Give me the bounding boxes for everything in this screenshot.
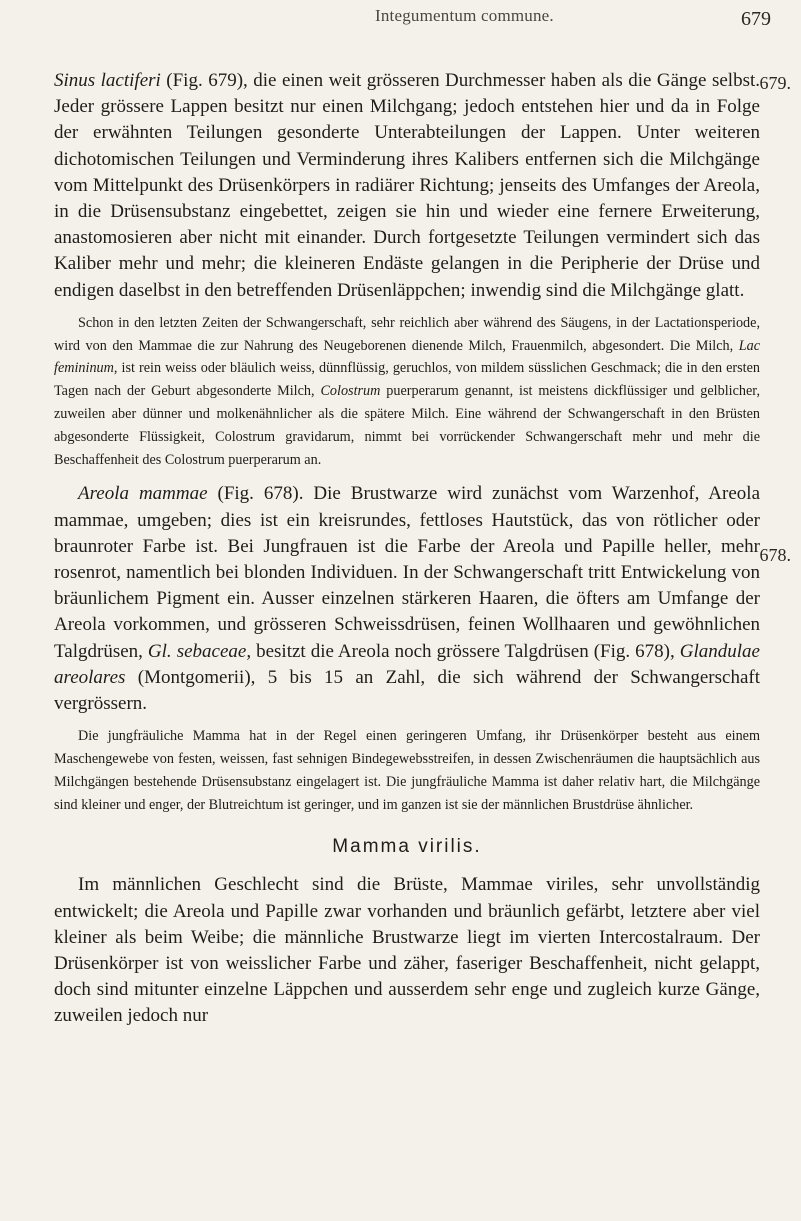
paragraph-text: (Montgomerii), 5 bis 15 an Zahl, die sich während der Schwangerschaft vergrössern. [54,666,760,715]
term-colostrum: Colostrum [320,383,381,400]
note-milk [54,312,760,472]
section-heading: Mamma virilis. [332,836,482,858]
paragraph-text: (Fig. 679), die einen weit grösseren Durchmesser haben als die Gänge selbst. Jeder grössere Lappen besitzt nur einen Milchgang; jedoch entstehen hier und da in Folge der erwähnten Teilungen gesonderte Unterabteilungen der Lappen. Unter weiteren dichotomischen Teilungen und Verminderung ihres Kalibers entfernen sich die Milchgänge vom Mittelpunkt des Drüsenkörpers in radiärer Richtung; jenseits des Umfanges der Areola, in die Drüsensubstanz eingebettet, zeigen sie hin und wieder eine fernere Erweiterung, anastomosieren aber nicht mit einander. Durch fortgesetzte Teilungen vermindert sich das Kaliber mehr und mehr; die kleineren Endäste gelangen in die Peripherie der Drüse und endigen daselbst in den betreffenden Drüsenläppchen; inwendig sind die Milchgänge glatt. [54,70,761,301]
note-text: puerperarum genannt, ist meistens dickflüssiger und gelblicher, zuweilen aber dünner und molkenähnlicher als die spätere Milch. Eine während der Schwangerschaft in den Brüsten abgesonderte Flüssigkeit, Colostrum gravidarum, nimmt bei vorrückender Schwangerschaft mehr und mehr die Beschaffenheit des Colostrum puerperarum an. [54,383,760,468]
running-title: Integumentum commune. [375,6,554,25]
page-header [0,4,801,34]
note-virgin-mamma: Die jungfräuliche Mamma hat in der Regel einen geringeren Umfang, ihr Drüsenkörper besteht aus einem Maschengewebe von festen, weissen, fast sehnigen Bindegewebsstreifen, in dessen Zwischenräumen die hauptsächlich aus Milchgängen bestehende Drüsensubstanz eingelagert ist. Die jungfräuliche Mamma ist daher relativ hart, die Milchgänge sind kleiner und enger, der Blutreichtum ist geringer, und im ganzen ist sie der männlichen Brustdrüse ähnlicher. [54,728,760,813]
term-sinus-lactiferi: Sinus lactiferi [54,70,161,91]
term-glandulae-areolares: Glandulae areolares [54,640,760,688]
term-gl-sebaceae: Gl. sebaceae, [147,640,252,662]
note-text: ist rein weiss oder bläulich weiss, dünnflüssig, geruchlos, von mildem süsslichen Geschmack; die in den ersten Tagen nach der Geburt abgesonderte Milch, [54,360,760,400]
page-body [54,68,760,1030]
paragraph-sinus-lactiferi [54,68,760,304]
note-text: Schon in den letzten Zeiten der Schwangerschaft, sehr reichlich aber während des Säugens, in der Lactationsperiode, wird von den Mammae die zur Nahrung des Neugeborenen dienende Milch, Frauenmilch, abgesondert. Die Milch, [54,314,760,354]
page-number: 679 [741,8,771,30]
paragraph-text: (Fig. 678). Die Brustwarze wird zunächst vom Warzenhof, Areola mammae, umgeben; dies ist ein kreisrundes, fettloses Hautstück, das von rötlicher oder braunroter Farbe ist. Bei Jungfrauen ist die Farbe der Areola und Papille heller, mehr rosenrot, namentlich bei blonden Individuen. In der Schwangerschaft tritt Entwickelung von bräunlichem Pigment ein. Ausser einzelnen stärkeren Haaren, die öfters am Umfange der Areola vorkommen, und grösseren Schweissdrüsen, feinen Wollhaaren und gewöhnlichen Talgdrüsen, [54,483,761,662]
margin-figure-number: 678. [759,545,791,565]
paragraph-text: besitzt die Areola noch grössere Talgdrüsen (Fig. 678), [251,640,680,662]
term-lac-femininum: Lac femininum, [54,337,760,377]
margin-figure-number: 679. [759,73,791,93]
paragraph-mamma-virilis: Im männlichen Geschlecht sind die Brüste, Mammae viriles, sehr unvollständig entwickelt; die Areola und Papille zwar vorhanden und bräunlich gefärbt, letztere aber viel kleiner als beim Weibe; die männliche Brustwarze liegt im vierten Intercostalraum. Der Drüsenkörper ist von weisslicher Farbe und zäher, faseriger Beschaffenheit, nicht gelappt, doch sind mitunter einzelne Läppchen und ausserdem sehr enge und zugleich kurze Gänge, zuweilen jedoch nur [54,874,760,1027]
term-areola-mammae: Areola mammae [78,483,208,505]
paragraph-areola [54,481,760,717]
